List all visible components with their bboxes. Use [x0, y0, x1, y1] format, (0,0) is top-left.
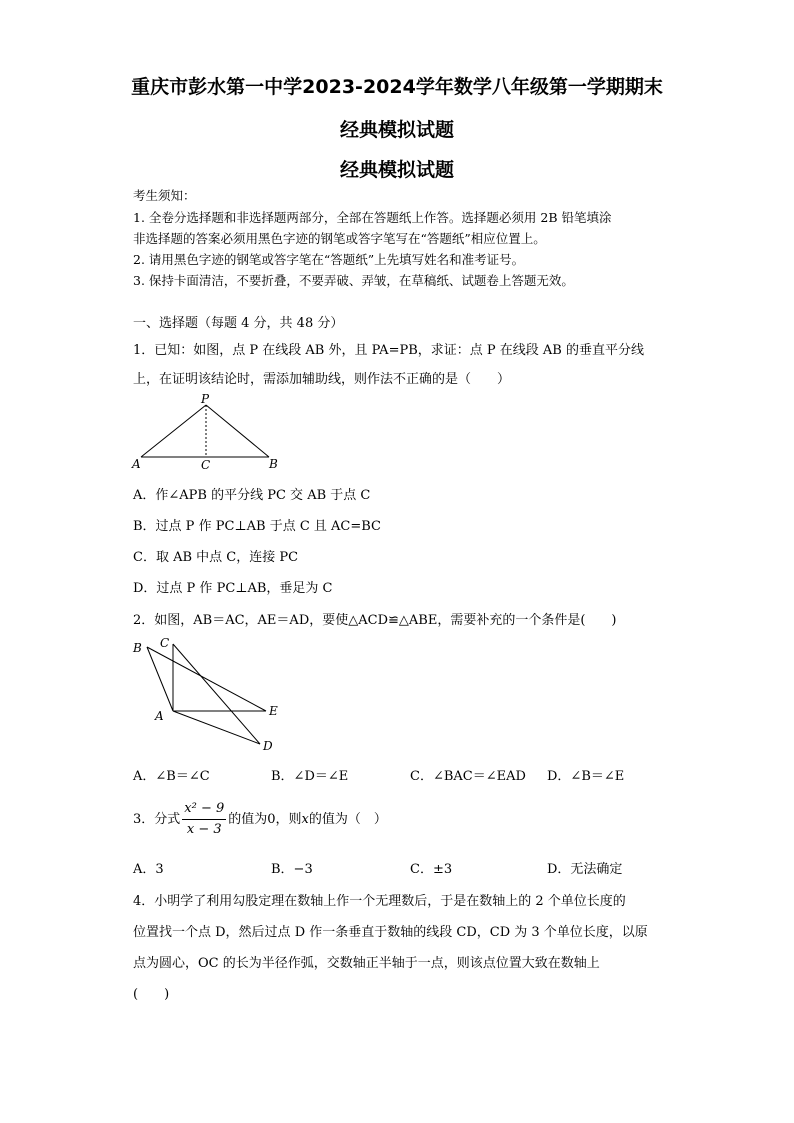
segment-ba: [147, 647, 173, 711]
question-2-option: A．∠B＝∠C: [133, 769, 210, 784]
question-3-option: D．无法确定: [547, 862, 623, 877]
label-b: B: [269, 457, 278, 471]
question-4-text: 4．小明学了利用勾股定理在数轴上作一个无理数后，于是在数轴上的 2 个单位长度的: [133, 894, 626, 909]
question-3-option: B．−3: [271, 862, 313, 877]
question-4-text: 点为圆心，OC 的长为半径作弧，交数轴正半轴于一点，则该点位置大致在数轴上: [133, 956, 600, 971]
question-3-prefix: 3．分式: [133, 812, 181, 827]
label-a: A: [155, 709, 164, 723]
page-title: 重庆市彭水第一中学2023-2024学年数学八年级第一学期期末: [131, 76, 663, 98]
label-c: C: [160, 636, 170, 650]
question-1-option: C．取 AB 中点 C，连接 PC: [133, 550, 299, 565]
segment-pb: [206, 405, 269, 457]
label-e: E: [269, 704, 278, 718]
notice-heading: 考生须知：: [133, 188, 196, 203]
segment-cd: [173, 644, 260, 744]
label-d: D: [263, 739, 273, 753]
question-1-figure: [128, 390, 288, 472]
question-1-text: 上，在证明该结论时，需添加辅助线，则作法不正确的是（ ）: [133, 372, 511, 387]
label-a: A: [132, 457, 141, 471]
label-p: P: [201, 392, 210, 406]
notice-line: 2. 请用黑色字迹的钢笔或答字笔在“答题纸”上先填写姓名和准考证号。: [133, 252, 525, 267]
question-2-option: D．∠B＝∠E: [547, 769, 625, 784]
question-1-text: 1．已知：如图，点 P 在线段 AB 外，且 PA=PB，求证：点 P 在线段 AB 的垂直平分线: [133, 343, 644, 358]
question-3-suffix: 的值为（ ）: [308, 812, 387, 827]
segment-be: [147, 647, 266, 711]
notice-line: 非选择题的答案必须用黑色字迹的钢笔或答字笔写在“答题纸”相应位置上。: [133, 231, 546, 246]
fraction-numerator: x² − 9: [182, 800, 226, 820]
question-2-option: B．∠D＝∠E: [271, 769, 349, 784]
label-b: B: [133, 641, 142, 655]
segment-pa: [141, 405, 206, 457]
segment-ad: [173, 711, 260, 744]
notice-line: 3. 保持卡面清洁，不要折叠，不要弄破、弄皱，在草稿纸、试题卷上答题无效。: [133, 273, 574, 288]
section-heading: 一、选择题（每题 4 分，共 48 分）: [133, 316, 344, 331]
page-subtitle-repeat: 经典模拟试题: [339, 159, 454, 181]
question-3-option: A．3: [133, 862, 164, 877]
question-2-text: 2．如图，AB＝AC，AE＝AD，要使△ACD≌△ABE，需要补充的一个条件是( ): [133, 613, 617, 628]
question-3-option: C．±3: [410, 862, 453, 877]
question-3-text: [133, 800, 387, 839]
question-4-text: 位置找一个点 D，然后过点 D 作一条垂直于数轴的线段 CD，CD 为 3 个单位长度，以原: [133, 925, 648, 940]
question-2-option: C．∠BAC＝∠EAD: [410, 769, 526, 784]
question-1-option: A．作∠APB 的平分线 PC 交 AB 于点 C: [133, 488, 371, 503]
question-3-suffix: 的值为0，则: [228, 812, 302, 827]
variable-x: x: [301, 812, 309, 827]
question-2-figure: [128, 632, 288, 756]
question-4-text: ( ): [133, 987, 170, 1002]
fraction-denominator: x − 3: [186, 822, 222, 837]
page-subtitle: 经典模拟试题: [339, 119, 454, 141]
question-1-option: B．过点 P 作 PC⊥AB 于点 C 且 AC=BC: [133, 519, 382, 534]
fraction: [182, 800, 226, 839]
question-1-option: D．过点 P 作 PC⊥AB，垂足为 C: [133, 581, 333, 596]
notice-line: 1. 全卷分选择题和非选择题两部分，全部在答题纸上作答。选择题必须用 2B 铅笔填涂: [133, 210, 612, 225]
label-c: C: [201, 458, 211, 472]
